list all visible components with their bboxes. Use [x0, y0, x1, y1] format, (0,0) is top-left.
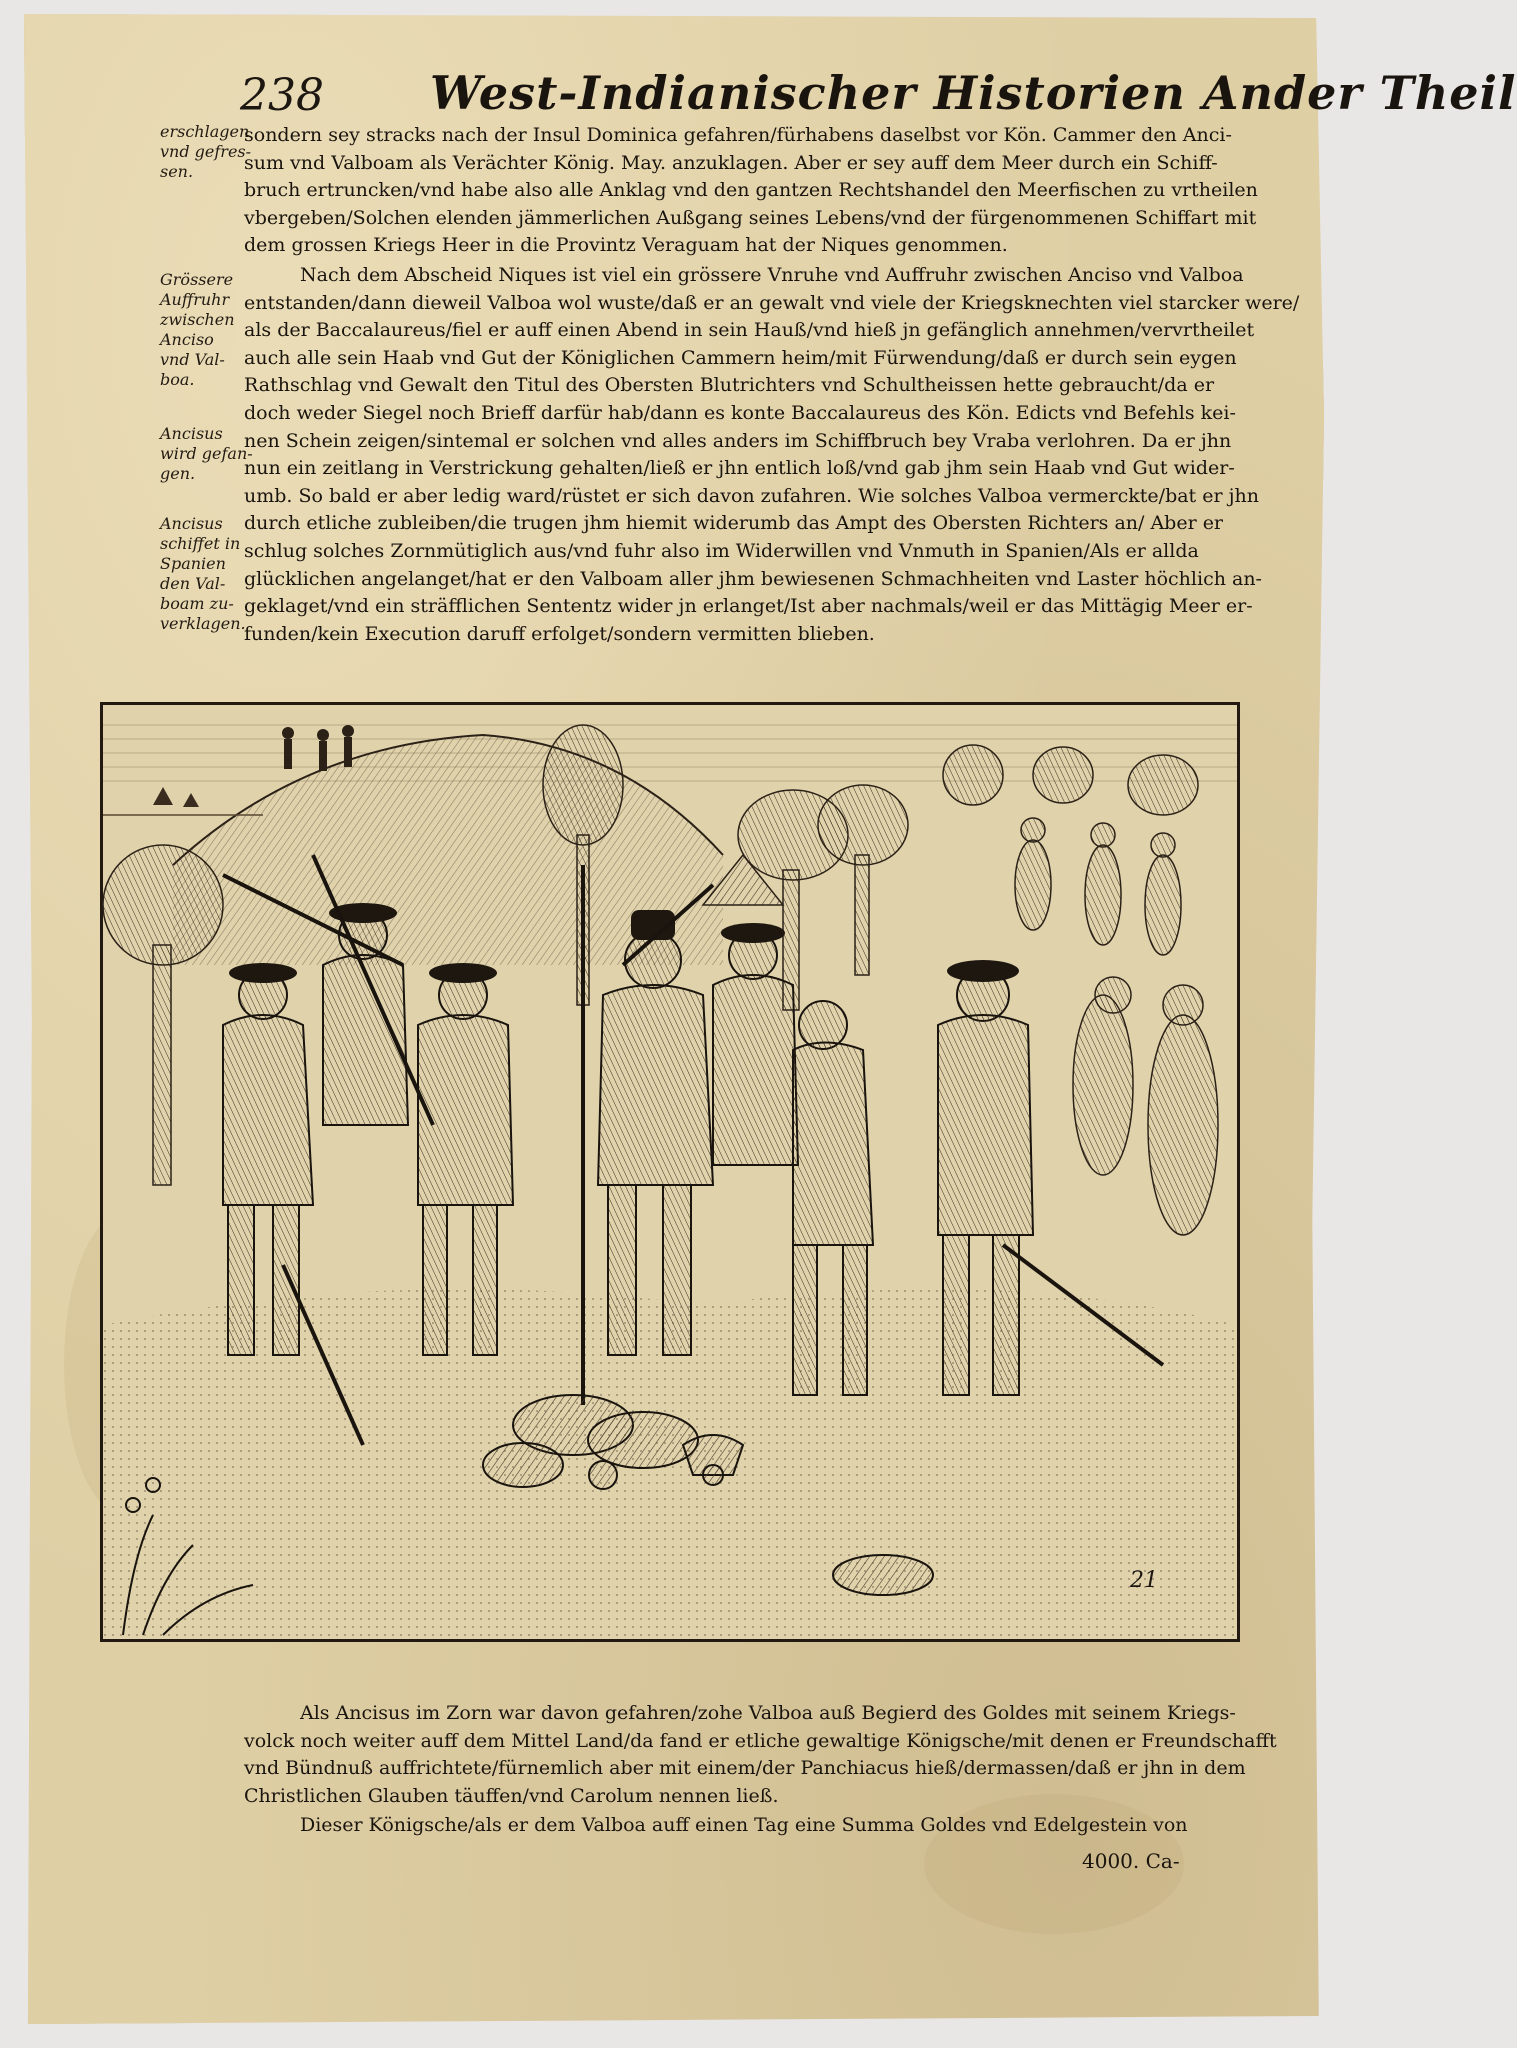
margin-note: Ancisus wird gefan- gen.	[160, 424, 253, 483]
paragraph: Dieser Königsche/als er dem Valboa auff einen Tag eine Summa Goldes vnd Edelgestein von	[300, 1814, 1188, 1836]
margin-note: erschlagen vnd gefres- sen.	[160, 122, 252, 181]
plate-number: 21	[1130, 1568, 1158, 1593]
paragraph: sondern sey stracks nach der Insul Dominica gefahren/fürhabens daselbst vor Kön. Cammer den Anci- sum vnd Valboam als Verächter König. May. anzuklagen. Aber er sey auff dem Meer durch ein Schiff- bruch ertruncken/vnd habe also alle Anklag vnd den gantzen Rechtshandel den Meerfischen zu vrtheilen vbergeben/Solchen elenden jämmerlichen Außgang seines Lebens/vnd der fürgenommenen Schiffart mit dem grossen Kriegs Heer in die Provintz Veraguam hat der Niques genommen.	[244, 124, 1258, 257]
margin-note: Grössere Auffruhr zwischen Anciso vnd Val- boa.	[160, 270, 235, 389]
catchword: 4000. Ca-	[1082, 1849, 1180, 1873]
paragraph: Als Ancisus im Zorn war davon gefahren/zohe Valboa auß Begierd des Goldes mit seinem Kriegs- volck noch weiter auff dem Mittel Land/da fand er etliche gewaltige Königsche/mit denen er Freundschafft vnd Bündnuß auffrichtete/fürnemlich aber mit einem/der Panchiacus hieß/dermassen/daß er jhn in dem Christlichen Glauben täuffen/vnd Carolum nennen ließ.	[244, 1702, 1277, 1807]
running-title: West-Indianischer Historien Ander Theil	[430, 66, 1517, 120]
margin-note: Ancisus schiffet in Spanien den Val- boam zu- verklagen.	[160, 514, 246, 633]
page-number: 238	[240, 70, 324, 121]
engraving-scene	[103, 705, 1237, 1639]
engraving-illustration	[100, 702, 1240, 1642]
ship	[153, 787, 173, 805]
paragraph: Nach dem Abscheid Niques ist viel ein grössere Vnruhe vnd Auffruhr zwischen Anciso vnd Valboa entstanden/dann dieweil Valboa wol wuste/daß er an gewalt vnd viele der Kriegsknechten viel starcker were/ als der Baccalaureus/fiel er auff einen Abend in sein Hauß/vnd hieß jn gefänglich annehmen/vervrtheilet auch alle sein Haab vnd Gut der Königlichen Cammern heim/mit Fürwendung/daß er durch sein eygen Rathschlag vnd Gewalt den Titul des Obersten Blutrichters vnd Schultheissen hette gebraucht/da er doch weder Siegel noch Brieff darfür hab/dann es konte Baccalaureus des Kön. Edicts vnd Befehls kei- nen Schein zeigen/sintemal er solchen vnd alles anders im Schiffbruch bey Vraba verlohren. Da er jhn nun ein zeitlang in Verstrickung gehalten/ließ er jhn entlich loß/vnd gab jhm sein Haab vnd Gut wider- umb. So bald er aber ledig ward/rüstet er sich davon zufahren. Wie solches Valboa vermerckte/bat er jhn durch etliche zubleiben/die trugen jhm hiemit widerumb das Ampt des Obersten Richters an/ Aber er schlug solches Zornmütiglich aus/vnd fuhr also im Widerwillen vnd Vnmuth in Spanien/Als er allda glücklichen angelanget/hat er den Valboam aller jhm bewiesenen Schmachheiten vnd Laster höchlich an- geklaget/vnd ein sträfflichen Sententz wider jn erlanget/Ist aber nachmals/weil er das Mittägig Meer er- funden/kein Execution daruff erfolget/sondern vermitten blieben.	[244, 264, 1300, 645]
ship	[183, 793, 199, 807]
rock	[833, 1555, 933, 1595]
